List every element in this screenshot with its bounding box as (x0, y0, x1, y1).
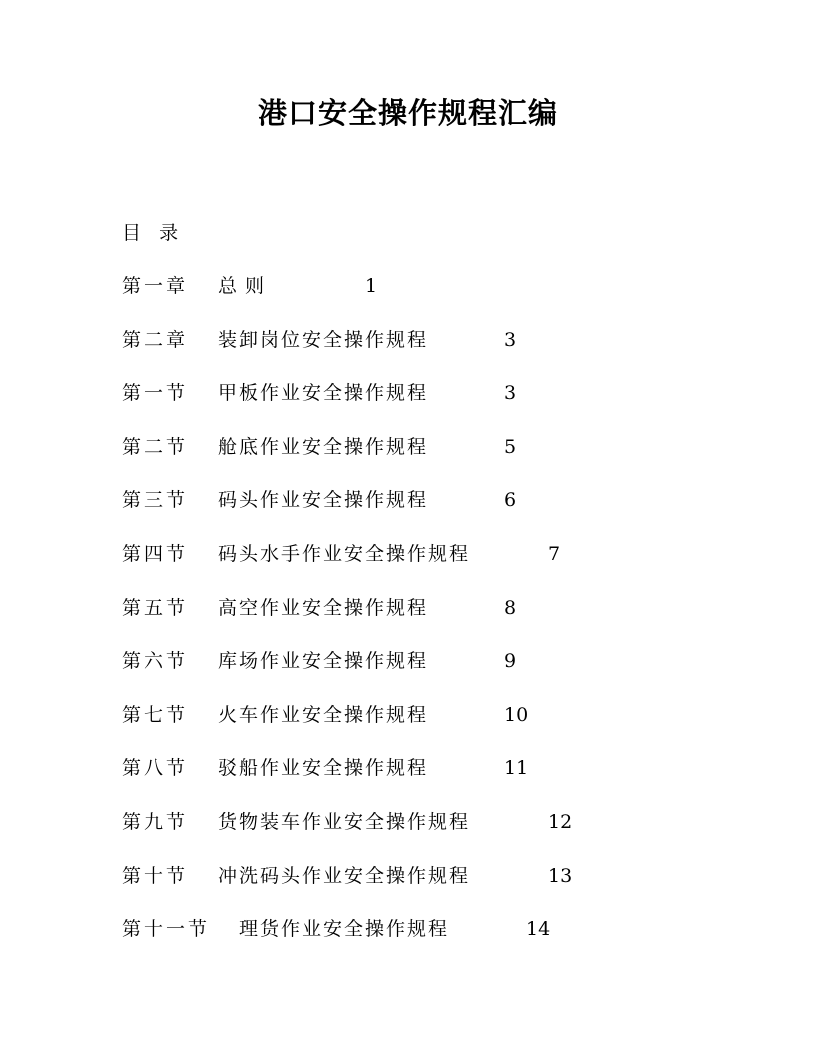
toc-entry-page: 12 (548, 810, 573, 833)
toc-entry[interactable] (122, 594, 722, 648)
toc-entry-chapter: 第二节 (122, 435, 189, 458)
toc-entry[interactable] (122, 647, 722, 701)
toc-entry[interactable] (122, 701, 722, 755)
toc-entry-chapter: 第十节 (122, 864, 189, 887)
toc-entry-title: 甲板作业安全操作规程 (218, 382, 429, 405)
toc-entry-chapter: 第八节 (122, 757, 189, 780)
toc-entry-page: 10 (504, 703, 529, 726)
table-of-contents (122, 272, 722, 969)
toc-entry[interactable] (122, 433, 722, 487)
toc-entry-page: 7 (548, 542, 561, 565)
toc-entry-title: 舱底作业安全操作规程 (218, 435, 429, 458)
toc-entry-page: 3 (504, 382, 517, 405)
toc-entry-page: 11 (504, 757, 529, 780)
toc-entry-page: 1 (365, 275, 378, 297)
toc-entry-chapter: 第一章 (122, 275, 189, 297)
toc-entry-page: 13 (548, 864, 573, 887)
toc-entry-title: 货物装车作业安全操作规程 (218, 810, 471, 833)
toc-entry-title: 冲洗码头作业安全操作规程 (218, 864, 471, 887)
toc-entry[interactable] (122, 540, 722, 594)
toc-entry-title: 装卸岗位安全操作规程 (218, 328, 429, 351)
toc-entry[interactable] (122, 326, 722, 380)
toc-entry-page: 6 (504, 489, 517, 512)
toc-entry[interactable] (122, 808, 722, 862)
toc-entry-page: 5 (504, 435, 517, 458)
toc-entry-title: 库场作业安全操作规程 (218, 650, 429, 673)
toc-entry[interactable] (122, 915, 722, 969)
toc-entry-title: 高空作业安全操作规程 (218, 596, 429, 619)
toc-entry-title: 码头作业安全操作规程 (218, 489, 429, 512)
toc-entry-chapter: 第九节 (122, 810, 189, 833)
toc-entry[interactable] (122, 754, 722, 808)
toc-entry-title: 总 则 (218, 275, 266, 297)
toc-entry-page: 14 (526, 918, 551, 941)
toc-entry-chapter: 第四节 (122, 542, 189, 565)
toc-entry-chapter: 第六节 (122, 650, 189, 673)
toc-entry-chapter: 第二章 (122, 328, 189, 351)
toc-entry-title: 驳船作业安全操作规程 (218, 757, 429, 780)
toc-entry-chapter: 第一节 (122, 382, 189, 405)
toc-entry-chapter: 第十一节 (122, 918, 211, 941)
toc-heading: 目 录 (122, 222, 179, 244)
toc-entry-chapter: 第三节 (122, 489, 189, 512)
toc-entry[interactable] (122, 379, 722, 433)
toc-entry[interactable] (122, 486, 722, 540)
toc-entry-chapter: 第七节 (122, 703, 189, 726)
toc-entry[interactable] (122, 272, 722, 326)
toc-entry-page: 3 (504, 328, 517, 351)
toc-entry-page: 9 (504, 650, 517, 673)
toc-entry-title: 火车作业安全操作规程 (218, 703, 429, 726)
toc-entry-chapter: 第五节 (122, 596, 189, 619)
toc-entry-title: 码头水手作业安全操作规程 (218, 542, 471, 565)
toc-entry-title: 理货作业安全操作规程 (239, 918, 450, 941)
toc-entry[interactable] (122, 862, 722, 916)
toc-entry-page: 8 (504, 596, 517, 619)
page-title: 港口安全操作规程汇编 (257, 96, 558, 130)
